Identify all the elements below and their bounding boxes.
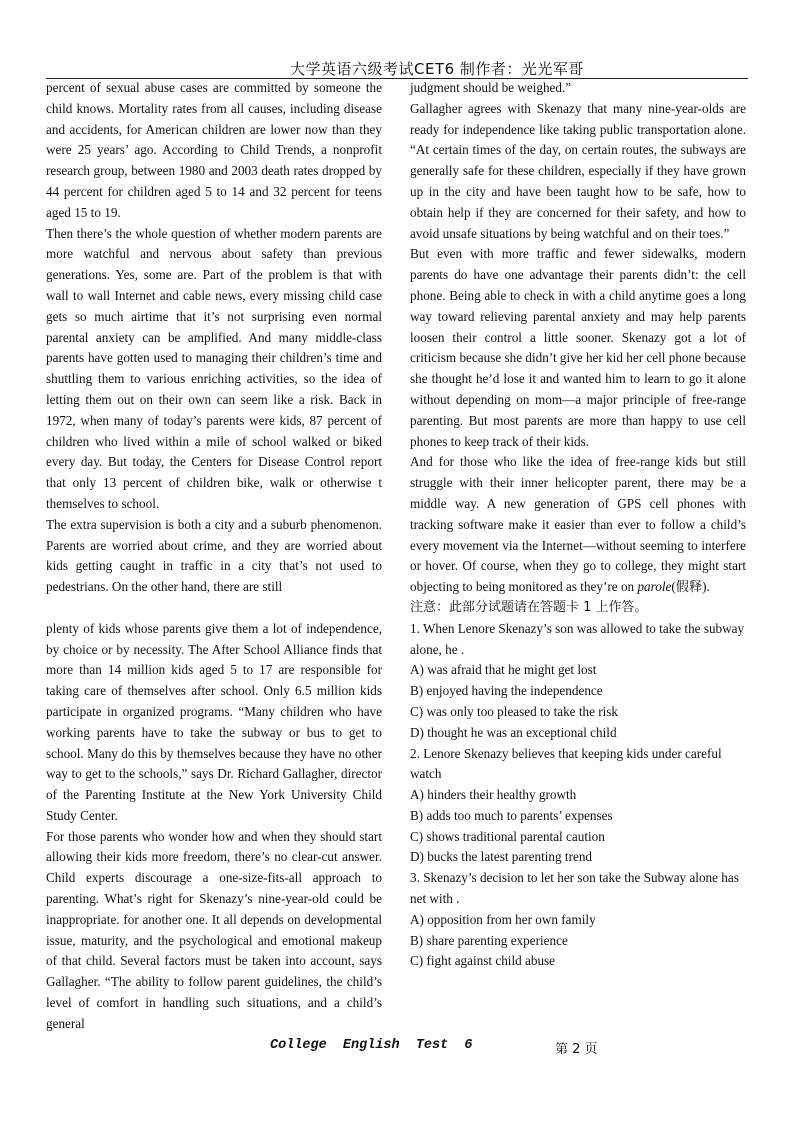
page-number: 第 2 页 [555, 1042, 598, 1057]
right-paragraph-3: But even with more traffic and fewer sidewalks, modern parents do have one advantage their parents didn’t: the cell phone. Being able to check in with a child anytime goes a long way toward relieving parental anxiety and may help parents loosen their control a little sooner. Skenazy got a lot of criticism because she didn’t give her kid her cell phone because she thought he’d lose it and wanted him to learn to go it alone without depending on mom—a major principle of free-range parenting. But most parents are more than happy to use cell phones to keep track of their kids. [410, 246, 746, 449]
answer-note: 注意：此部分试题请在答题卡 1 上作答。 [410, 599, 648, 615]
header-title: 大学英语六级考试CET6 制作者：光光军哥 [290, 60, 584, 78]
right-column [410, 78, 746, 972]
q2-option-b: B) adds too much to parents’ expenses [410, 807, 613, 823]
column-break [46, 598, 382, 619]
q2-option-c: C) shows traditional parental caution [410, 828, 605, 844]
left-paragraph-2: Then there’s the whole question of whether modern parents are more watchful and nervous about safety than previous generations. Yes, some are. Part of the problem is that with wall to wall Internet and cable news, every missing child case gets so much airtime that it’s not surprising even normal parental anxiety can be amplified. And many middle-class parents have gotten used to managing their children’s time and shuttling them to various enriching activities, so the idea of letting them out on their own can seem like a risk. Back in 1972, when many of today’s parents were kids, 87 percent of children who lived within a mile of school walked or biked every day. But today, the Centers for Disease Control report that only 13 percent of children bike, walk or otherwise t themselves to school. [46, 225, 382, 511]
left-paragraph-4: plenty of kids whose parents give them a lot of independence, by choice or by necessity. The After School Alliance finds that more than 14 million kids aged 5 to 17 are responsible for taking care of themselves after school. Only 6.5 million kids participate in organized programs. “Many children who have working parents have to take the subway or bus to get to school. Many do this by themselves because they have no other way to get to the schools,” says Dr. Richard Gallagher, director of the Parenting Institute at the New York University Child Study Center. [46, 620, 382, 823]
question-2: 2. Lenore Skenazy believes that keeping kids under careful watch [410, 745, 722, 782]
parole-term: parole [637, 579, 672, 595]
question-1: 1. When Lenore Skenazy’s son was allowed to take the subway alone, he . [410, 620, 745, 657]
q1-option-c: C) was only too pleased to take the risk [410, 703, 619, 719]
right-paragraph-1: judgment should be weighed.” [410, 80, 572, 95]
left-paragraph-3: The extra supervision is both a city and a suburb phenomenon. Parents are worried about crime, and they are worried about kids getting caught in traffic in a city that’s not used to pedestrians. On the other hand, there are still [46, 516, 382, 595]
footer-test-name: College English Test 6 [270, 1038, 473, 1053]
q1-option-b: B) enjoyed having the independence [410, 683, 603, 699]
q1-option-a: A) was afraid that he might get lost [410, 662, 597, 678]
q2-option-d: D) bucks the latest parenting trend [410, 849, 593, 865]
left-column [46, 78, 382, 1035]
question-3: 3. Skenazy’s decision to let her son take the Subway alone has net with . [410, 870, 739, 907]
q3-option-c: C) fight against child abuse [410, 953, 556, 969]
right-paragraph-2: Gallagher agrees with Skenazy that many nine-year-olds are ready for independence like taking public transportation alone. “At certain times of the day, on certain routes, the subways are generally safe for these children, especially if they have grown up in the city and have been taught how to be safe, how to obtain help if they are concerned for their safety, and how to avoid unsafe situations by being watchful and on their toes.” [410, 100, 746, 241]
q2-option-a: A) hinders their healthy growth [410, 787, 577, 803]
parole-gloss: (假释). [671, 579, 710, 595]
q1-option-d: D) thought he was an exceptional child [410, 724, 617, 740]
q3-option-b: B) share parenting experience [410, 932, 568, 948]
right-paragraph-4 [410, 452, 746, 598]
paragraph-4-text: And for those who like the idea of free-range kids but still struggle with their inner helicopter parent, there may be a middle way. A new generation of GPS cell phones with tracking software make it easier than ever to follow a child’s every movement via the Internet—without seeming to interfere or hover. Of course, when they go to college, they might start objecting to being monitored as they’re on [410, 454, 746, 595]
left-paragraph-5: For those parents who wonder how and when they should start allowing their kids more freedom, there’s no clear-cut answer. Child experts discourage a one-size-fits-all approach to parenting. What’s right for Skenazy’s nine-year-old could be inappropriate. for another one. It all depends on developmental issue, maturity, and the psychological and emotional makeup of that child. Several factors must be taken into account, says Gallagher. “The ability to follow parent guidelines, the child’s level of comfort in handling such situations, and a child’s general [46, 828, 382, 1031]
page-footer [0, 1038, 794, 1058]
left-paragraph-1: percent of sexual abuse cases are committed by someone the child knows. Mortality rates from all causes, including disease and accidents, for American children are lower now than they were 25 years’ ago. According to Child Trends, a nonprofit research group, between 1980 and 2003 death rates dropped by 44 percent for children aged 5 to 14 and 32 percent for teens aged 15 to 19. [46, 80, 382, 220]
q3-option-a: A) opposition from her own family [410, 911, 596, 927]
page-header [46, 56, 748, 79]
